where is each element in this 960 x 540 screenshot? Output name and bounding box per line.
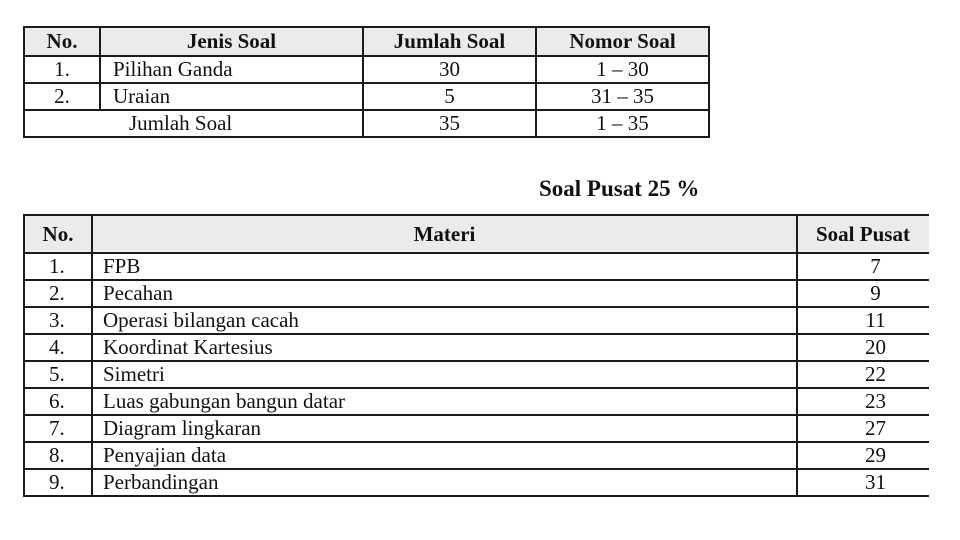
row-no: 6. (24, 388, 92, 415)
row-materi: Koordinat Kartesius (92, 334, 797, 361)
table-header-row (24, 27, 709, 56)
row-jenis: Pilihan Ganda (100, 56, 363, 83)
table-header-row (24, 215, 954, 253)
row-no: 9. (24, 469, 92, 496)
row-no: 5. (24, 361, 92, 388)
row-jumlah: 30 (363, 56, 536, 83)
row-nomor: 1 – 30 (536, 56, 709, 83)
row-jenis: Uraian (100, 83, 363, 110)
header-materi: Materi (92, 215, 797, 253)
row-no: 3. (24, 307, 92, 334)
row-soal-pusat: 7 (797, 253, 954, 280)
row-materi: Operasi bilangan cacah (92, 307, 797, 334)
row-materi: Simetri (92, 361, 797, 388)
header-nomor-soal: Nomor Soal (536, 27, 709, 56)
row-materi: Luas gabungan bangun datar (92, 388, 797, 415)
total-row (24, 110, 709, 137)
row-soal-pusat: 23 (797, 388, 954, 415)
row-soal-pusat: 22 (797, 361, 954, 388)
row-no: 2. (24, 280, 92, 307)
table-row (24, 307, 954, 334)
row-soal-pusat: 31 (797, 469, 954, 496)
section-caption: Soal Pusat 25 % (539, 176, 700, 201)
question-type-table (23, 26, 710, 138)
row-no: 4. (24, 334, 92, 361)
row-materi: Pecahan (92, 280, 797, 307)
row-nomor: 31 – 35 (536, 83, 709, 110)
total-jumlah: 35 (363, 110, 536, 137)
table-row (24, 388, 954, 415)
row-materi: Perbandingan (92, 469, 797, 496)
row-jumlah: 5 (363, 83, 536, 110)
table-row (24, 83, 709, 110)
row-soal-pusat: 20 (797, 334, 954, 361)
table-row (24, 56, 709, 83)
table-row (24, 361, 954, 388)
table-row (24, 253, 954, 280)
row-no: 8. (24, 442, 92, 469)
total-label: Jumlah Soal (24, 110, 363, 137)
row-materi: Penyajian data (92, 442, 797, 469)
table-row (24, 334, 954, 361)
header-jumlah-soal: Jumlah Soal (363, 27, 536, 56)
header-no: No. (24, 215, 92, 253)
header-jenis-soal: Jenis Soal (100, 27, 363, 56)
table-row (24, 280, 954, 307)
header-soal-pusat: Soal Pusat (797, 215, 954, 253)
row-no: 7. (24, 415, 92, 442)
row-soal-pusat: 29 (797, 442, 954, 469)
materi-table (23, 214, 955, 497)
table-row (24, 469, 954, 496)
row-no: 1. (24, 253, 92, 280)
total-nomor: 1 – 35 (536, 110, 709, 137)
row-materi: Diagram lingkaran (92, 415, 797, 442)
right-edge-crop (929, 200, 960, 520)
row-materi: FPB (92, 253, 797, 280)
row-soal-pusat: 11 (797, 307, 954, 334)
row-no: 2. (24, 83, 100, 110)
row-soal-pusat: 9 (797, 280, 954, 307)
table-row (24, 442, 954, 469)
table-row (24, 415, 954, 442)
row-no: 1. (24, 56, 100, 83)
row-soal-pusat: 27 (797, 415, 954, 442)
header-no: No. (24, 27, 100, 56)
